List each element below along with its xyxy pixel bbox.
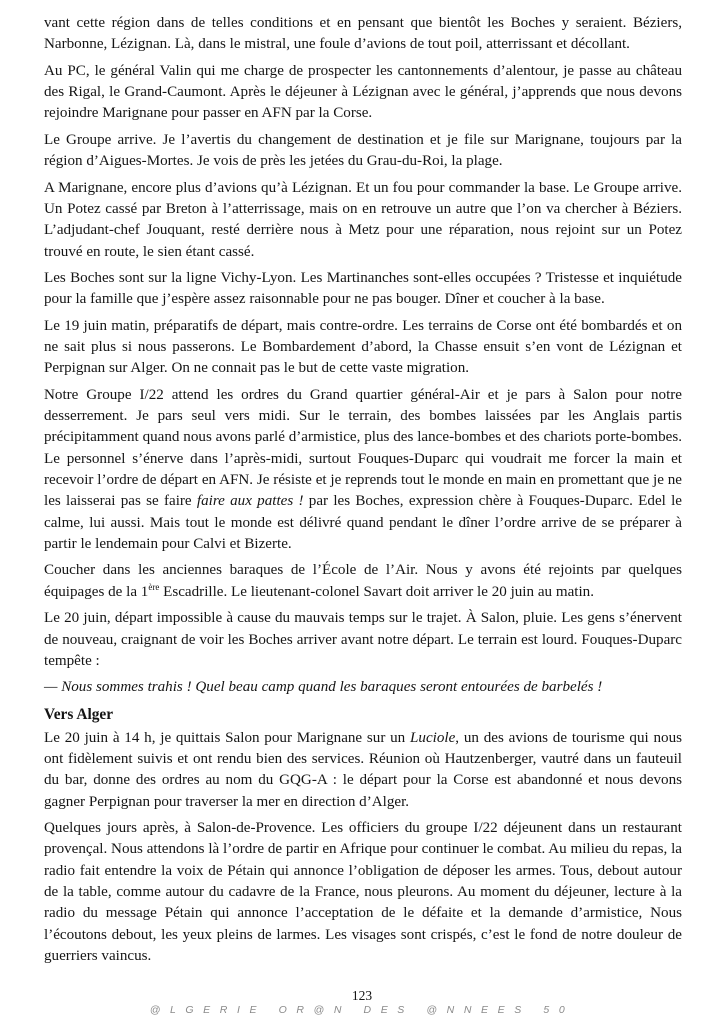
section-heading: Vers Alger xyxy=(44,705,114,723)
paragraph-text: par les Boches, expression chère à Fouques-Duparc. Edel le calme, lui aussi. Mais tout le monde est délivré quand pendant le dîner l’ordre arrive de se préparer à partir le lendemain pour Calvi et Bizerte. xyxy=(44,493,682,552)
page-body-text xyxy=(44,13,682,972)
body-paragraph xyxy=(44,560,682,603)
paragraph-text: Le 20 juin à 14 h, je quittais Salon pour Marignane sur un xyxy=(44,729,411,746)
body-paragraph: Quelques jours après, à Salon-de-Provence. Les officiers du groupe I/22 déjeunent dans un restaurant provençal. Nous attendons là l’ordre de partir en Afrique pour continuer le combat. Au milieu du repas, la radio fait entendre la voix de Pétain qui annonce l’obligation de déposer les armes. Tous, debout autour de la table, comme autour du cadavre de la France, nous pleurons. Au moment du déjeuner, lecture à la radio du message Pétain qui annonce l’acceptation de le défaite et la demande d’armistice, Nous l’écoutons debout, les yeux pleins de larmes. Les visages sont crispés, c’est le fond de notre douleur de guerriers vaincus. xyxy=(44,820,682,964)
body-paragraph: Le Groupe arrive. Je l’avertis du changement de destination et je file sur Marignane, toujours par la région d’Aigues-Mortes. Je vois de près les jetées du Grau-du-Roi, la plage. xyxy=(44,131,682,170)
body-paragraph: Au PC, le général Valin qui me charge de prospecter les cantonnements d’alentour, je passe au château des Rigal, le Grand-Caumont. Après le déjeuner à Lézignan avec le général, j’apprends que nous devons rejoindre Marignane pour passer en AFN par la Corse. xyxy=(44,62,682,122)
footer-tagline: @LGERIE OR@N DES @NNEES 50 xyxy=(149,1004,575,1016)
paragraph-text: , un des avions de tourisme qui nous ont fidèlement suivis et ont rendu bien des services. Réunion où Hautzenberger, vautré dans un fauteuil du bar, donne des ordres au nom du GQG-A : le départ pour la Corse est abandonné et nous devons gagner Perpignan pour traverser la mer en direction d’Alger. xyxy=(44,729,682,810)
superscript-text: ère xyxy=(148,581,160,592)
quote-paragraph: — Nous sommes trahis ! Quel beau camp quand les baraques seront entourées de barbelés ! xyxy=(44,679,603,696)
body-paragraph: vant cette région dans de telles conditions et en pensant que bientôt les Boches y seraient. Béziers, Narbonne, Lézignan. Là, dans le mistral, une foule d’avions de tout poil, atterrissant et décollant. xyxy=(44,15,682,53)
body-paragraph xyxy=(44,385,682,555)
emphasized-text: Luciole xyxy=(410,729,456,746)
emphasized-text: faire aux pattes ! xyxy=(196,493,304,510)
page-number: 123 xyxy=(351,988,373,1003)
body-paragraph: Le 19 juin matin, préparatifs de départ, mais contre-ordre. Les terrains de Corse ont été bombardés et on ne sait plus si nous passerons. Le Bombardement d’abord, la Chasse ensuit s’en vont de Lézignan et Perpignan sur Alger. On ne connait pas le but de cette vaste migration. xyxy=(44,317,682,377)
body-paragraph xyxy=(44,728,682,813)
paragraph-text: Coucher dans les anciennes baraques de l’École de l’Air. Nous y avons été rejoints par quelques équipages de la 1 xyxy=(44,562,682,600)
paragraph-text: Escadrille. Le lieutenant-colonel Savart doit arriver le 20 juin au matin. xyxy=(159,583,594,600)
paragraph-text: Notre Groupe I/22 attend les ordres du Grand quartier général-Air et je pars à Salon pour notre desserrement. Je pars seul vers midi. Sur le terrain, des bombes laissées par les Anglais partis précipitamment quand nous avons parlé d’armistice, plus des lance-bombes et des chariots porte-bombes. Le personnel s’énerve dans l’après-midi, surtout Fouques-Duparc qui voudrait me forcer la main et recevoir l’ordre de départ en AFN. Je résiste et je reprends tout le monde en main en promettant que je ne les laisserai pas se faire xyxy=(44,386,682,510)
body-paragraph: Les Boches sont sur la ligne Vichy-Lyon. Les Martinanches sont-elles occupées ? Tristesse et inquiétude pour la famille que j’espère assez raisonnable pour ne pas bouger. Dîner et coucher à la base. xyxy=(44,270,682,308)
body-paragraph: A Marignane, encore plus d’avions qu’à Lézignan. Et un fou pour commander la base. Le Groupe arrive. Un Potez cassé par Breton à l’atterrissage, mais on en retrouve un autre que l’on va chercher à Béziers. L’adjudant-chef Jouquant, resté derrière nous à Metz pour une réparation, nous rejoint sur un Potez trouvé en route, le sien étant cassé. xyxy=(44,179,682,260)
body-paragraph: Le 20 juin, départ impossible à cause du mauvais temps sur le trajet. À Salon, pluie. Les gens s’énervent de nouveau, craignant de voir les Boches arriver avant notre départ. Le terrain est lourd. Fouques-Duparc tempête : xyxy=(44,610,682,669)
